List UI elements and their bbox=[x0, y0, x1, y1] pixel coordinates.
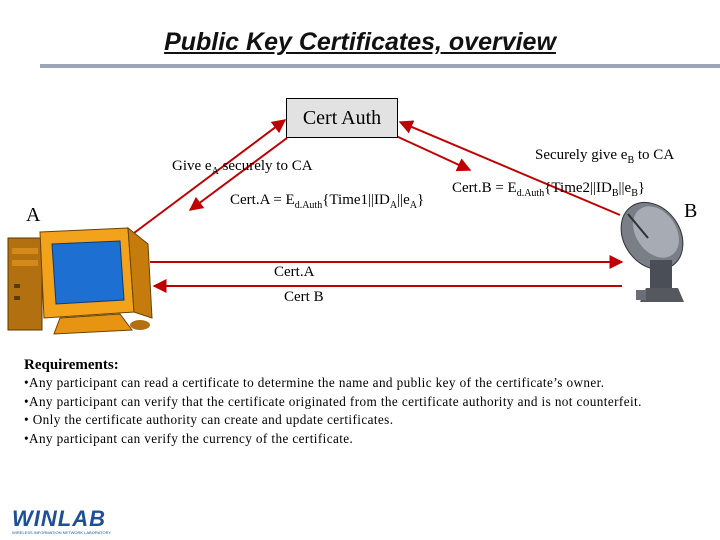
cert-a-formula: Cert.A = $E_{d.Auth}\{Time1||ID_A||e_A\}$ bbox=[230, 192, 425, 211]
node-a-label: A bbox=[26, 204, 41, 226]
requirement-item: • Only the certificate authority can create and update certificates. bbox=[24, 412, 394, 428]
logo-subtitle: WIRELESS INFORMATION NETWORK LABORATORY bbox=[12, 530, 112, 535]
winlab-logo bbox=[12, 506, 116, 535]
exchange-bottom-label: Cert B bbox=[284, 289, 324, 305]
node-b-label: B bbox=[684, 200, 698, 222]
give-a-label: Give $e_A$ securely to CA bbox=[172, 158, 313, 177]
cert-auth-box: Cert Auth bbox=[286, 98, 398, 138]
cert-b-formula: Cert.B = $E_{d.Auth}\{Time2||ID_B||e_B\}$ bbox=[452, 180, 646, 199]
requirements-block bbox=[24, 356, 664, 448]
give-b-label: Securely give $e_B$ to CA bbox=[535, 147, 675, 166]
requirement-item: •Any participant can read a certificate to determine the name and public key of the certificate’s owner. bbox=[24, 375, 605, 391]
requirements-heading: Requirements: bbox=[24, 357, 119, 373]
logo-text: WINLAB bbox=[12, 506, 106, 531]
requirement-item: •Any participant can verify that the certificate originated from the certificate authority and is not counterfeit. bbox=[24, 393, 642, 409]
requirement-item: •Any participant can verify the currency of the certificate. bbox=[24, 430, 354, 446]
exchange-top-label: Cert.A bbox=[274, 264, 315, 280]
page-title: Public Key Certificates, overview bbox=[164, 28, 556, 56]
